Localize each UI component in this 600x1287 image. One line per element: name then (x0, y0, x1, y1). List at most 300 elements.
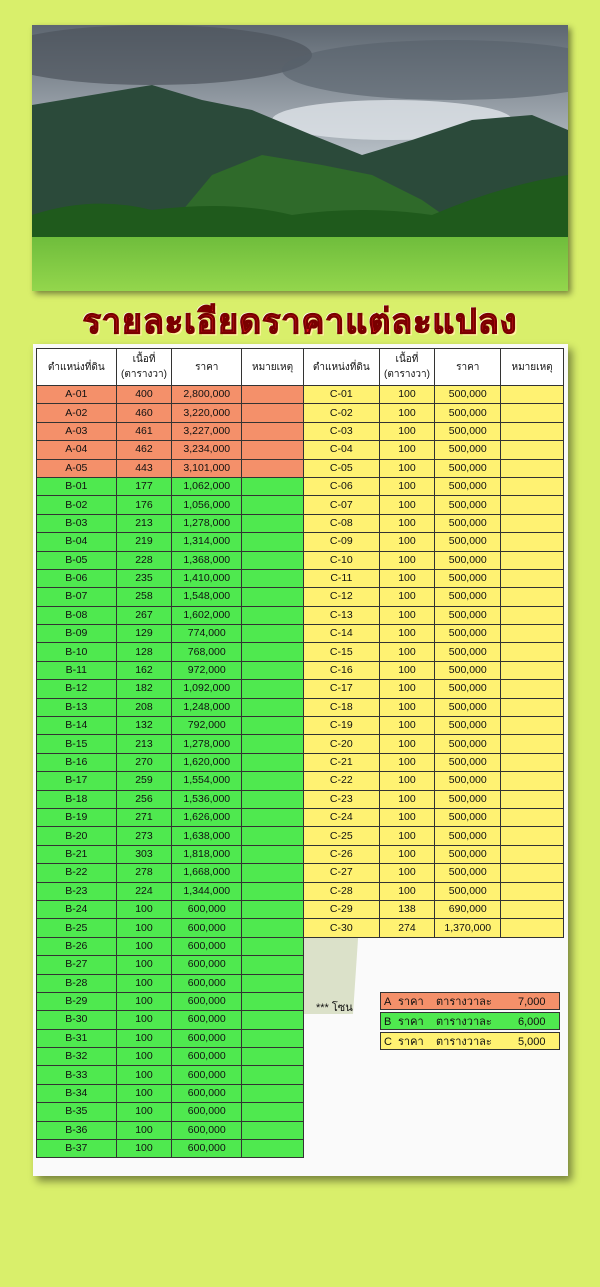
area-cell: 100 (116, 1140, 172, 1158)
table-row (37, 386, 304, 404)
plot-id-cell: C-08 (304, 514, 380, 532)
note-cell (501, 772, 564, 790)
plot-id-cell: A-01 (37, 386, 117, 404)
table-row (304, 551, 564, 569)
table-row (304, 790, 564, 808)
plot-id-cell: B-23 (37, 882, 117, 900)
note-cell (242, 680, 304, 698)
area-cell: 100 (379, 735, 435, 753)
table-row (37, 496, 304, 514)
price-cell: 500,000 (435, 422, 501, 440)
plot-id-cell: C-12 (304, 588, 380, 606)
plot-id-cell: C-22 (304, 772, 380, 790)
area-cell: 100 (116, 1029, 172, 1047)
table-row (37, 569, 304, 587)
header-plot: ตำแหน่งที่ดิน (304, 349, 380, 386)
area-cell: 100 (116, 937, 172, 955)
area-cell: 267 (116, 606, 172, 624)
legend-price: 7,000 (518, 996, 546, 1008)
note-cell (242, 808, 304, 826)
price-cell: 972,000 (172, 661, 242, 679)
table-row (304, 625, 564, 643)
table-row (304, 808, 564, 826)
area-cell: 100 (116, 1066, 172, 1084)
price-cell: 600,000 (172, 1140, 242, 1158)
price-cell: 774,000 (172, 625, 242, 643)
note-cell (501, 477, 564, 495)
note-cell (501, 680, 564, 698)
price-cell: 1,314,000 (172, 533, 242, 551)
price-cell: 600,000 (172, 1066, 242, 1084)
price-cell: 500,000 (435, 514, 501, 532)
plot-id-cell: B-25 (37, 919, 117, 937)
price-cell: 1,278,000 (172, 514, 242, 532)
plot-id-cell: C-29 (304, 900, 380, 918)
table-row (37, 1011, 304, 1029)
plot-id-cell: B-03 (37, 514, 117, 532)
area-cell: 303 (116, 845, 172, 863)
note-cell (242, 827, 304, 845)
header-area: เนื้อที่ (ตารางวา) (379, 349, 435, 386)
table-row (37, 864, 304, 882)
note-cell (242, 1029, 304, 1047)
area-cell: 460 (116, 404, 172, 422)
legend-item-zone-a (380, 992, 560, 1010)
note-cell (242, 441, 304, 459)
area-cell: 100 (379, 386, 435, 404)
plot-id-cell: B-01 (37, 477, 117, 495)
plot-id-cell: C-06 (304, 477, 380, 495)
note-cell (501, 459, 564, 477)
note-cell (242, 1011, 304, 1029)
header-price: ราคา (172, 349, 242, 386)
note-cell (501, 386, 564, 404)
price-cell: 1,092,000 (172, 680, 242, 698)
price-cell: 500,000 (435, 477, 501, 495)
table-row (37, 1048, 304, 1066)
note-cell (242, 625, 304, 643)
table-row (304, 717, 564, 735)
legend-zone: B (384, 1016, 392, 1028)
table-row (304, 496, 564, 514)
plot-id-cell: B-16 (37, 753, 117, 771)
note-cell (242, 1121, 304, 1139)
plot-id-cell: B-08 (37, 606, 117, 624)
legend-price-label: ราคา (398, 996, 424, 1008)
note-cell (501, 533, 564, 551)
area-cell: 100 (379, 680, 435, 698)
table-row (37, 1066, 304, 1084)
legend-zone: A (384, 996, 392, 1008)
table-row (304, 864, 564, 882)
table-row (37, 1140, 304, 1158)
note-cell (242, 864, 304, 882)
plot-id-cell: B-35 (37, 1103, 117, 1121)
area-cell: 100 (116, 1103, 172, 1121)
plot-id-cell: B-19 (37, 808, 117, 826)
table-row (37, 956, 304, 974)
price-cell: 1,368,000 (172, 551, 242, 569)
table-row (304, 698, 564, 716)
area-cell: 271 (116, 808, 172, 826)
plot-id-cell: B-24 (37, 900, 117, 918)
note-cell (501, 753, 564, 771)
table-row (304, 772, 564, 790)
table-row (37, 606, 304, 624)
table-row (304, 900, 564, 918)
plot-id-cell: B-13 (37, 698, 117, 716)
note-cell (501, 735, 564, 753)
note-cell (501, 422, 564, 440)
note-cell (242, 569, 304, 587)
price-cell: 1,062,000 (172, 477, 242, 495)
area-cell: 273 (116, 827, 172, 845)
price-cell: 1,818,000 (172, 845, 242, 863)
plot-id-cell: C-27 (304, 864, 380, 882)
price-cell: 1,602,000 (172, 606, 242, 624)
price-cell: 500,000 (435, 625, 501, 643)
table-row (304, 753, 564, 771)
area-cell: 100 (116, 900, 172, 918)
table-row (304, 735, 564, 753)
legend-price-label: ราคา (398, 1016, 424, 1028)
area-cell: 129 (116, 625, 172, 643)
plot-id-cell: B-36 (37, 1121, 117, 1139)
price-cell: 1,620,000 (172, 753, 242, 771)
plot-id-cell: B-30 (37, 1011, 117, 1029)
plot-id-cell: C-13 (304, 606, 380, 624)
area-cell: 100 (379, 661, 435, 679)
note-cell (501, 698, 564, 716)
note-cell (501, 864, 564, 882)
note-cell (501, 551, 564, 569)
price-cell: 600,000 (172, 992, 242, 1010)
table-row (37, 919, 304, 937)
table-row (304, 533, 564, 551)
area-cell: 100 (116, 1121, 172, 1139)
table-row (37, 533, 304, 551)
note-cell (242, 956, 304, 974)
area-cell: 256 (116, 790, 172, 808)
price-cell: 3,101,000 (172, 459, 242, 477)
price-cell: 600,000 (172, 1029, 242, 1047)
area-cell: 177 (116, 477, 172, 495)
table-row (304, 606, 564, 624)
table-row (37, 1121, 304, 1139)
legend-price-label: ราคา (398, 1036, 424, 1048)
area-cell: 270 (116, 753, 172, 771)
area-cell: 100 (379, 422, 435, 440)
price-cell: 500,000 (435, 386, 501, 404)
area-cell: 219 (116, 533, 172, 551)
plot-id-cell: C-18 (304, 698, 380, 716)
price-cell: 600,000 (172, 974, 242, 992)
plot-id-cell: C-07 (304, 496, 380, 514)
area-cell: 132 (116, 717, 172, 735)
note-cell (242, 790, 304, 808)
price-cell: 600,000 (172, 1103, 242, 1121)
note-cell (242, 1084, 304, 1102)
note-cell (501, 588, 564, 606)
price-cell: 1,370,000 (435, 919, 501, 937)
price-cell: 500,000 (435, 827, 501, 845)
table-row (37, 588, 304, 606)
area-cell: 235 (116, 569, 172, 587)
price-cell: 1,410,000 (172, 569, 242, 587)
legend-unit-label: ตารางวาละ (436, 996, 492, 1008)
area-cell: 100 (379, 753, 435, 771)
plot-id-cell: B-26 (37, 937, 117, 955)
legend-unit-label: ตารางวาละ (436, 1016, 492, 1028)
price-cell: 500,000 (435, 551, 501, 569)
area-cell: 100 (379, 698, 435, 716)
price-cell: 792,000 (172, 717, 242, 735)
plot-id-cell: B-32 (37, 1048, 117, 1066)
price-cell: 1,248,000 (172, 698, 242, 716)
area-cell: 100 (379, 569, 435, 587)
price-cell: 500,000 (435, 680, 501, 698)
plot-id-cell: C-16 (304, 661, 380, 679)
area-cell: 100 (379, 882, 435, 900)
area-cell: 100 (379, 625, 435, 643)
plot-rows-left (37, 386, 304, 1158)
legend-item-zone-c (380, 1032, 560, 1050)
area-cell: 100 (379, 477, 435, 495)
plot-id-cell: A-04 (37, 441, 117, 459)
price-cell: 600,000 (172, 937, 242, 955)
note-cell (242, 386, 304, 404)
price-cell: 1,056,000 (172, 496, 242, 514)
note-cell (242, 551, 304, 569)
area-cell: 100 (379, 845, 435, 863)
price-sheet (33, 344, 568, 1176)
price-cell: 768,000 (172, 643, 242, 661)
price-cell: 500,000 (435, 808, 501, 826)
area-cell: 100 (116, 974, 172, 992)
note-cell (242, 1066, 304, 1084)
price-cell: 500,000 (435, 569, 501, 587)
table-row (37, 992, 304, 1010)
plot-id-cell: B-02 (37, 496, 117, 514)
note-cell (242, 882, 304, 900)
legend-item-zone-b (380, 1012, 560, 1030)
plot-id-cell: C-04 (304, 441, 380, 459)
area-cell: 100 (379, 717, 435, 735)
table-row (37, 643, 304, 661)
table-row (37, 459, 304, 477)
area-cell: 182 (116, 680, 172, 698)
price-cell: 1,548,000 (172, 588, 242, 606)
table-row (304, 680, 564, 698)
note-cell (242, 514, 304, 532)
price-cell: 1,536,000 (172, 790, 242, 808)
plot-id-cell: C-15 (304, 643, 380, 661)
note-cell (501, 404, 564, 422)
note-cell (501, 919, 564, 937)
plot-id-cell: C-30 (304, 919, 380, 937)
plot-id-cell: C-03 (304, 422, 380, 440)
area-cell: 100 (379, 808, 435, 826)
note-cell (242, 735, 304, 753)
note-cell (242, 753, 304, 771)
table-row (37, 717, 304, 735)
table-row (37, 1029, 304, 1047)
plot-id-cell: B-29 (37, 992, 117, 1010)
table-row (37, 753, 304, 771)
table-row (37, 698, 304, 716)
price-cell: 3,227,000 (172, 422, 242, 440)
area-cell: 259 (116, 772, 172, 790)
plot-id-cell: B-27 (37, 956, 117, 974)
note-cell (501, 441, 564, 459)
legend-price: 5,000 (518, 1036, 546, 1048)
header-note: หมายเหตุ (501, 349, 564, 386)
price-cell: 600,000 (172, 956, 242, 974)
note-cell (242, 919, 304, 937)
note-cell (242, 404, 304, 422)
area-cell: 274 (379, 919, 435, 937)
page-title: รายละเอียดราคาแต่ละแปลง (82, 302, 518, 342)
area-cell: 400 (116, 386, 172, 404)
plot-id-cell: C-23 (304, 790, 380, 808)
price-cell: 500,000 (435, 882, 501, 900)
area-cell: 461 (116, 422, 172, 440)
plot-id-cell: C-01 (304, 386, 380, 404)
price-cell: 500,000 (435, 533, 501, 551)
area-cell: 228 (116, 551, 172, 569)
note-cell (501, 882, 564, 900)
plot-id-cell: C-10 (304, 551, 380, 569)
plot-id-cell: C-14 (304, 625, 380, 643)
price-cell: 1,554,000 (172, 772, 242, 790)
table-row (37, 974, 304, 992)
price-cell: 1,638,000 (172, 827, 242, 845)
plot-id-cell: B-14 (37, 717, 117, 735)
area-cell: 100 (379, 514, 435, 532)
area-cell: 100 (116, 1048, 172, 1066)
plot-id-cell: B-17 (37, 772, 117, 790)
plot-id-cell: C-19 (304, 717, 380, 735)
header-price: ราคา (435, 349, 501, 386)
note-cell (501, 790, 564, 808)
price-cell: 1,344,000 (172, 882, 242, 900)
table-row (37, 551, 304, 569)
area-cell: 128 (116, 643, 172, 661)
table-row (37, 661, 304, 679)
price-cell: 500,000 (435, 661, 501, 679)
price-cell: 600,000 (172, 1084, 242, 1102)
note-cell (242, 1103, 304, 1121)
area-cell: 100 (379, 606, 435, 624)
table-row (304, 441, 564, 459)
plot-id-cell: C-24 (304, 808, 380, 826)
table-row (304, 386, 564, 404)
note-cell (242, 606, 304, 624)
area-cell: 100 (379, 790, 435, 808)
area-cell: 100 (116, 1011, 172, 1029)
table-row (304, 588, 564, 606)
plot-table-right (303, 348, 564, 938)
note-cell (242, 772, 304, 790)
area-cell: 208 (116, 698, 172, 716)
table-row (304, 569, 564, 587)
table-row (304, 882, 564, 900)
plot-rows-right (304, 386, 564, 938)
price-cell: 1,668,000 (172, 864, 242, 882)
table-row (37, 900, 304, 918)
table-row (304, 404, 564, 422)
plot-id-cell: B-06 (37, 569, 117, 587)
plot-id-cell: C-26 (304, 845, 380, 863)
price-cell: 600,000 (172, 900, 242, 918)
table-row (37, 422, 304, 440)
area-cell: 100 (379, 827, 435, 845)
price-cell: 500,000 (435, 496, 501, 514)
area-cell: 138 (379, 900, 435, 918)
table-row (304, 845, 564, 863)
note-cell (242, 1140, 304, 1158)
note-cell (242, 992, 304, 1010)
table-row (37, 625, 304, 643)
plot-id-cell: C-20 (304, 735, 380, 753)
note-cell (501, 606, 564, 624)
price-cell: 500,000 (435, 772, 501, 790)
plot-id-cell: B-05 (37, 551, 117, 569)
area-cell: 443 (116, 459, 172, 477)
price-cell: 500,000 (435, 735, 501, 753)
plot-id-cell: C-11 (304, 569, 380, 587)
table-row (37, 735, 304, 753)
plot-id-cell: B-22 (37, 864, 117, 882)
note-cell (242, 643, 304, 661)
landscape-illustration (32, 25, 568, 291)
table-row (37, 937, 304, 955)
price-cell: 3,234,000 (172, 441, 242, 459)
note-cell (501, 845, 564, 863)
plot-id-cell: B-37 (37, 1140, 117, 1158)
area-cell: 100 (116, 919, 172, 937)
plot-id-cell: C-02 (304, 404, 380, 422)
area-cell: 100 (379, 441, 435, 459)
price-cell: 500,000 (435, 753, 501, 771)
plot-id-cell: C-28 (304, 882, 380, 900)
note-cell (501, 496, 564, 514)
note-cell (501, 569, 564, 587)
area-cell: 100 (379, 588, 435, 606)
note-cell (242, 661, 304, 679)
legend-price: 6,000 (518, 1016, 546, 1028)
area-cell: 100 (116, 992, 172, 1010)
price-cell: 500,000 (435, 459, 501, 477)
table-row (37, 882, 304, 900)
note-cell (501, 625, 564, 643)
legend-zone: C (384, 1036, 392, 1048)
area-cell: 100 (379, 404, 435, 422)
area-cell: 213 (116, 514, 172, 532)
plot-id-cell: C-25 (304, 827, 380, 845)
area-cell: 462 (116, 441, 172, 459)
note-cell (501, 808, 564, 826)
plot-id-cell: B-28 (37, 974, 117, 992)
price-cell: 500,000 (435, 698, 501, 716)
plot-id-cell: A-03 (37, 422, 117, 440)
price-cell: 690,000 (435, 900, 501, 918)
table-row (37, 477, 304, 495)
price-cell: 2,800,000 (172, 386, 242, 404)
note-cell (242, 459, 304, 477)
area-cell: 224 (116, 882, 172, 900)
plot-id-cell: C-21 (304, 753, 380, 771)
